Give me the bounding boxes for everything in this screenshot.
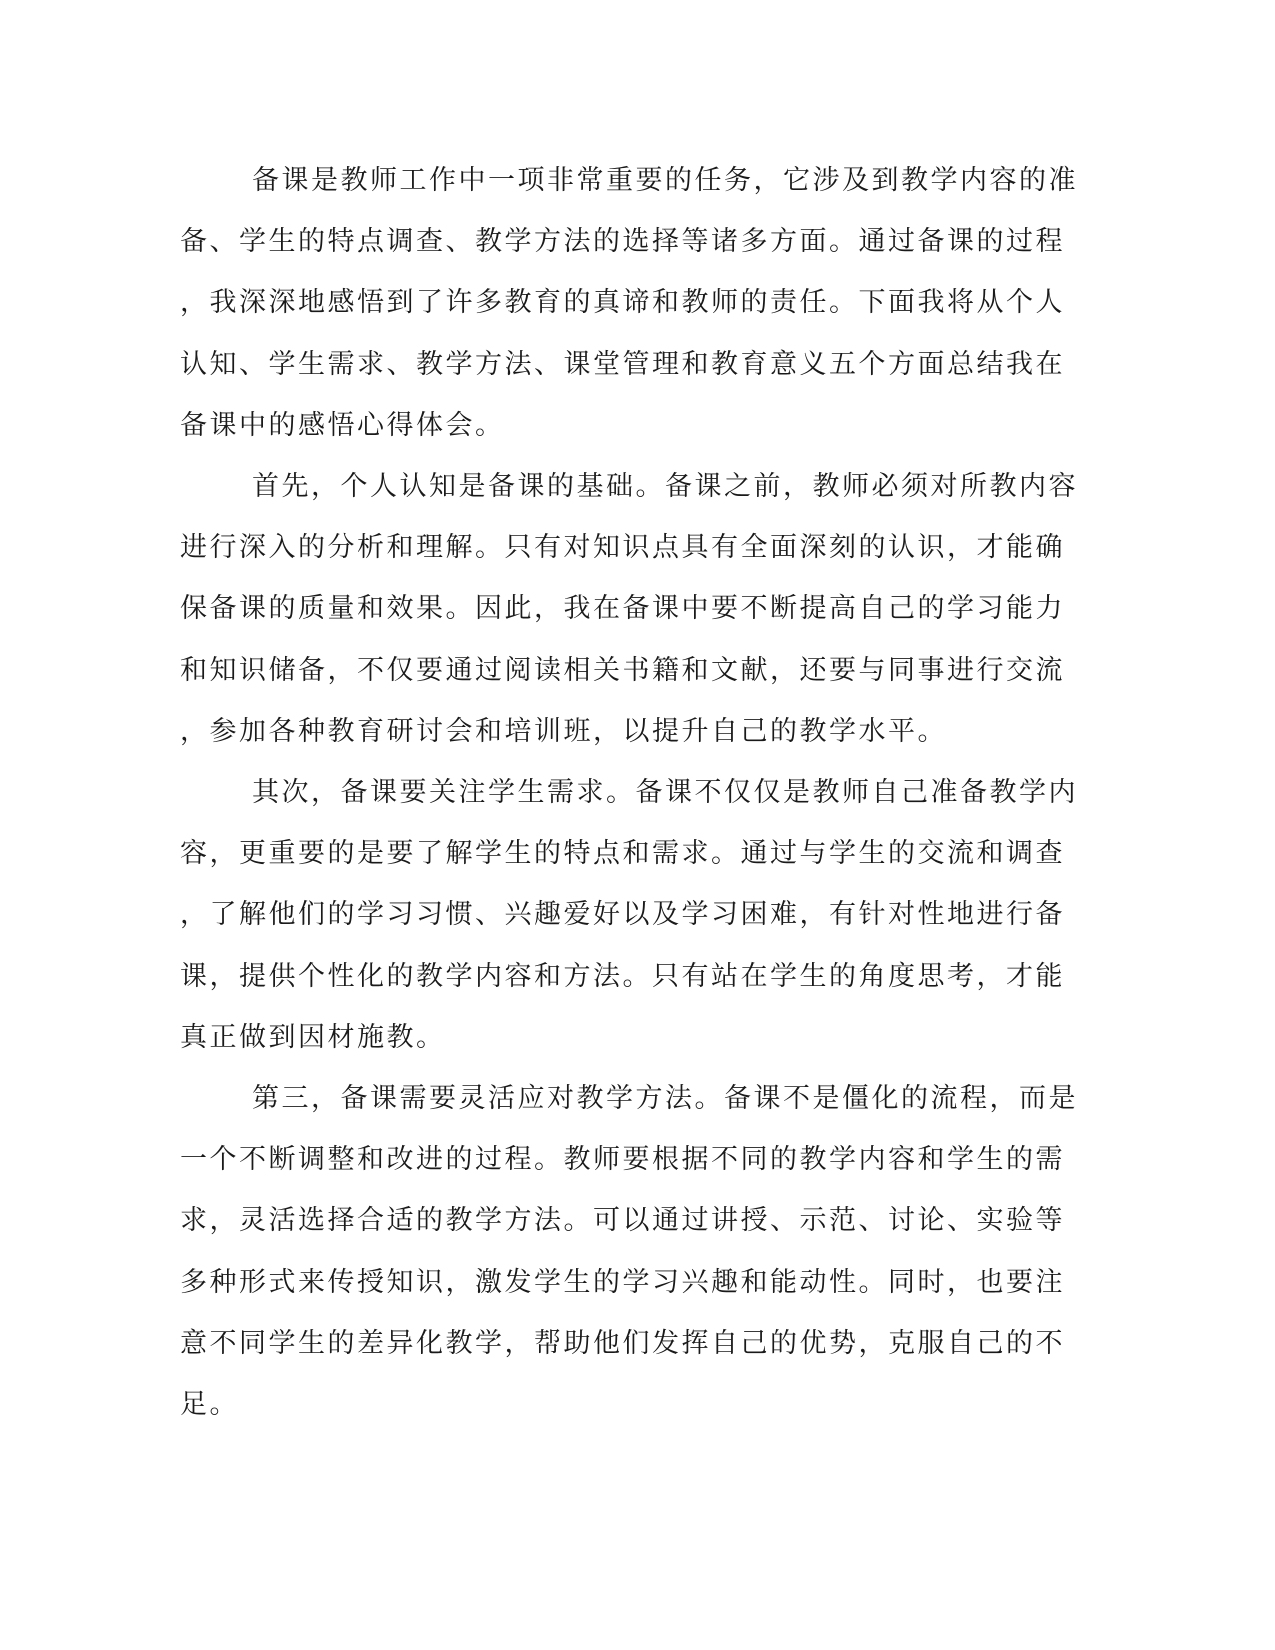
text-line: 认知、学生需求、教学方法、课堂管理和教育意义五个方面总结我在 [180, 348, 1065, 380]
text-line: 和知识储备，不仅要通过阅读相关书籍和文献，还要与同事进行交流 [180, 654, 1065, 686]
text-line: 其次，备课要关注学生需求。备课不仅仅是教师自己准备教学内 [252, 777, 1078, 809]
text-line: 第三，备课需要灵活应对教学方法。备课不是僵化的流程，而是 [252, 1083, 1078, 1115]
text-line: 备、学生的特点调查、教学方法的选择等诸多方面。通过备课的过程 [180, 226, 1065, 258]
text-line: 足。 [180, 1389, 239, 1421]
text-line: 多种形式来传授知识，激发学生的学习兴趣和能动性。同时，也要注 [180, 1266, 1065, 1298]
paragraph-3 [180, 762, 1078, 1068]
text-line: 真正做到因材施教。 [180, 1021, 446, 1053]
text-line: 容，更重要的是要了解学生的特点和需求。通过与学生的交流和调查 [180, 838, 1065, 870]
text-line: ，参加各种教育研讨会和培训班，以提升自己的教学水平。 [180, 715, 947, 747]
text-line: 求，灵活选择合适的教学方法。可以通过讲授、示范、讨论、实验等 [180, 1205, 1065, 1237]
text-line: 进行深入的分析和理解。只有对知识点具有全面深刻的认识，才能确 [180, 532, 1065, 564]
text-line: 备课是教师工作中一项非常重要的任务，它涉及到教学内容的准 [252, 165, 1078, 196]
text-line: 保备课的质量和效果。因此，我在备课中要不断提高自己的学习能力 [180, 593, 1065, 625]
text-line: 课，提供个性化的教学内容和方法。只有站在学生的角度思考，才能 [180, 960, 1065, 992]
text-line: ，我深深地感悟到了许多教育的真谛和教师的责任。下面我将从个人 [180, 287, 1065, 319]
text-line: 备课中的感悟心得体会。 [180, 409, 505, 441]
paragraph-2 [180, 456, 1078, 762]
text-line: 一个不断调整和改进的过程。教师要根据不同的教学内容和学生的需 [180, 1144, 1065, 1176]
paragraph-1 [180, 150, 1078, 456]
document-body [180, 150, 1078, 1435]
text-line: 意不同学生的差异化教学，帮助他们发挥自己的优势，克服自己的不 [180, 1327, 1065, 1359]
text-line: 首先，个人认知是备课的基础。备课之前，教师必须对所教内容 [252, 471, 1078, 503]
text-line: ，了解他们的学习习惯、兴趣爱好以及学习困难，有针对性地进行备 [180, 899, 1065, 931]
paragraph-4 [180, 1068, 1078, 1435]
